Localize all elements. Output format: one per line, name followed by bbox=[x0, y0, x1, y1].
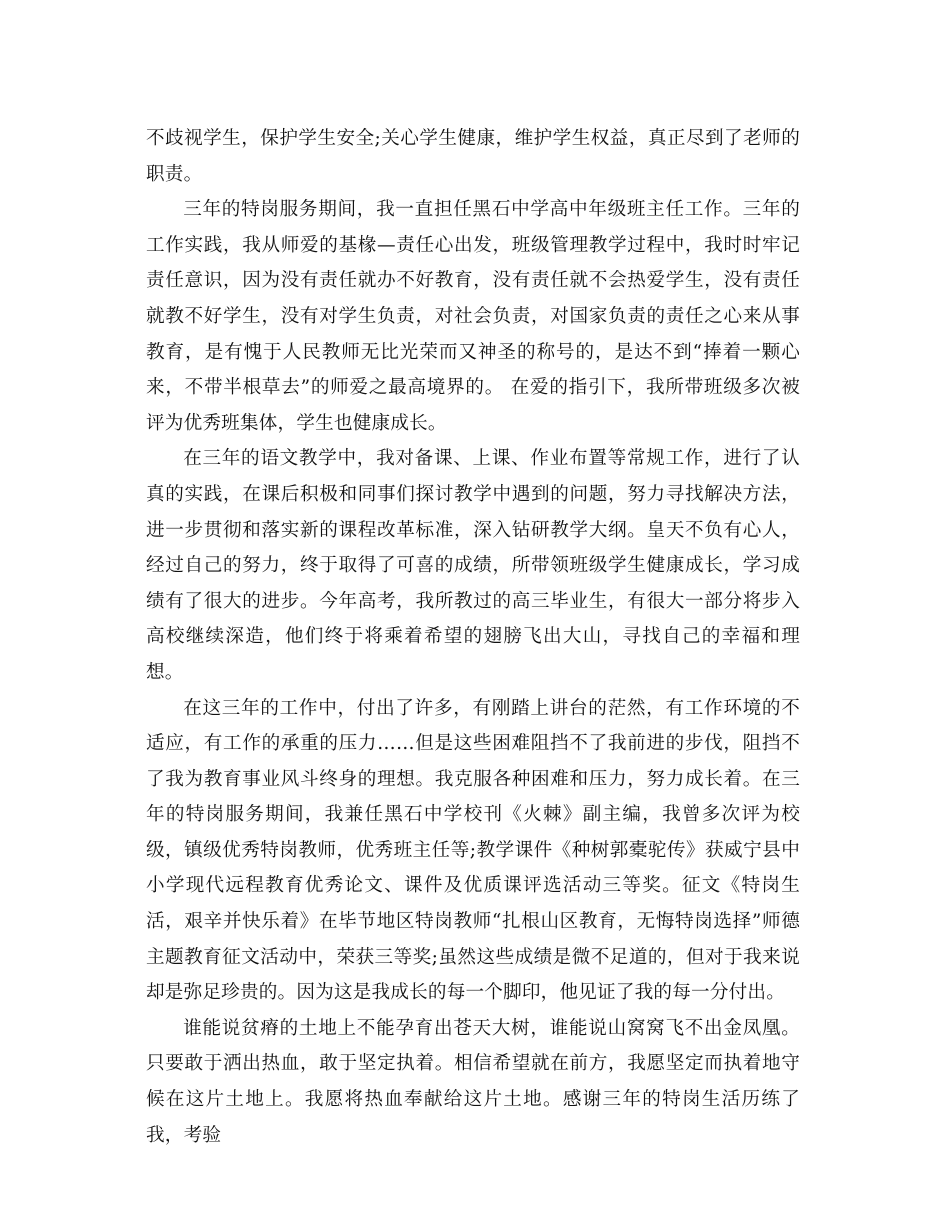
paragraph-2: 三年的特岗服务期间，我一直担任黑石中学高中年级班主任工作。三年的工作实践，我从师爱的基椽—责任心出发，班级管理教学过程中，我时时牢记责任意识，因为没有责任就办不好教育，没有责任就不会热爱学生，没有责任就教不好学生，没有对学生负责，对社会负责，对国家负责的责任之心来从事教育，是有愧于人民教师无比光荣而又神圣的称号的，是达不到“捧着一颗心来，不带半根草去”的师爱之最高境界的。 在爱的指引下，我所带班级多次被评为优秀班集体，学生也健康成长。 bbox=[146, 199, 800, 434]
paragraph-1: 不歧视学生，保护学生安全;关心学生健康，维护学生权益，真正尽到了老师的职责。 bbox=[146, 128, 800, 185]
document-body bbox=[146, 121, 800, 1153]
paragraph-5: 谁能说贫瘠的土地上不能孕育出苍天大树，谁能说山窝窝飞不出金凤凰。只要敢于洒出热血，敢于坚定执着。相信希望就在前方，我愿坚定而执着地守候在这片土地上。我愿将热血奉献给这片土地。感谢三年的特岗生活历练了我，考验 bbox=[146, 1017, 800, 1146]
paragraph-4: 在这三年的工作中，付出了许多，有刚踏上讲台的茫然，有工作环境的不适应，有工作的承重的压力……但是这些困难阻挡不了我前进的步伐，阻挡不了我为教育事业风斗终身的理想。我克服各种困难和压力，努力成长着。在三年的特岗服务期间，我兼任黑石中学校刊《火棘》副主编，我曾多次评为校级，镇级优秀特岗教师，优秀班主任等;教学课件《种树郭橐驼传》获威宁县中小学现代远程教育优秀论文、课件及优质课评选活动三等奖。征文《特岗生活，艰辛并快乐着》在毕节地区特岗教师“扎根山区教育，无悔特岗选择”师德主题教育征文活动中，荣获三等奖;虽然这些成绩是微不足道的，但对于我来说却是弥足珍贵的。因为这是我成长的每一个脚印，他见证了我的每一分付出。 bbox=[146, 697, 800, 1004]
paragraph-3: 在三年的语文教学中，我对备课、上课、作业布置等常规工作，进行了认真的实践，在课后积极和同事们探讨教学中遇到的问题，努力寻找解决方法，进一步贯彻和落实新的课程改革标准，深入钻研教学大纲。皇天不负有心人，经过自己的努力，终于取得了可喜的成绩，所带领班级学生健康成长，学习成绩有了很大的进步。今年高考，我所教过的高三毕业生，有很大一部分将步入高校继续深造，他们终于将乘着希望的翅膀飞出大山，寻找自己的幸福和理想。 bbox=[146, 448, 800, 683]
